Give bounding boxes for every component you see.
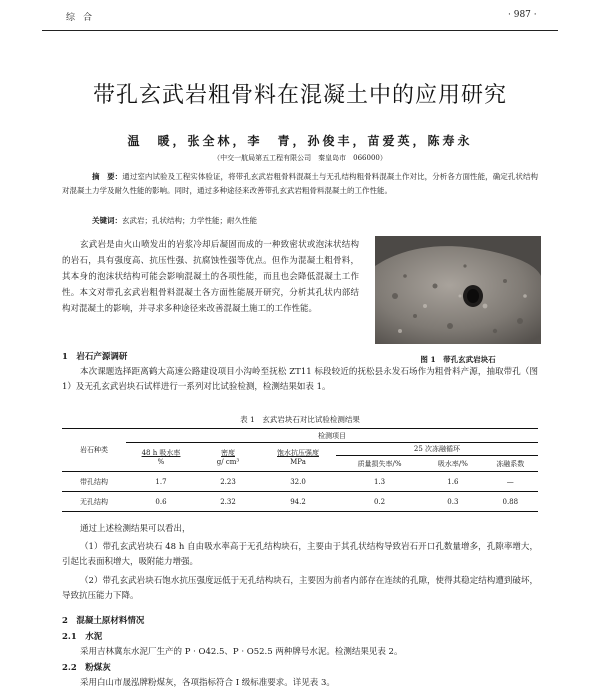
col-density-label: 密度 [221, 449, 235, 457]
table-cell: 1.7 [155, 477, 167, 486]
affiliation: （中交一航局第五工程有限公司 秦皇岛市 066000） [213, 154, 387, 162]
col-water [126, 443, 196, 472]
abstract-label: 摘 要： [92, 172, 123, 181]
keywords-label: 关键词： [92, 216, 122, 225]
freeze-header: 25 次冻融循环 [336, 443, 538, 456]
keywords [62, 215, 538, 226]
finding-1: （1）带孔玄武岩块石 48 h 自由吸水率高于无孔结构块石，主要由于其孔状结构导致岩石开口孔数量增多，孔隙率增大，引起比表面积增大，吸附能力增强。 [62, 542, 538, 567]
col-absorb: 吸水率/% [437, 459, 468, 468]
keywords-text: 玄武岩；孔状结构；力学性能；耐久性能 [122, 216, 257, 225]
table-cell: 94.2 [290, 497, 306, 506]
section-2-2-text: 采用白山市晟泓牌粉煤灰，各项指标符合 I 级标准要求。详见表 3。 [80, 678, 335, 688]
section-2-1-heading: 2.1 水泥 [62, 632, 103, 642]
table-cell: 0.2 [374, 497, 386, 506]
section-2-heading: 2 混凝土原材料情况 [62, 616, 145, 626]
header-rule [42, 30, 558, 31]
col-mass-loss: 质量损失率/% [357, 459, 402, 468]
intro-paragraph: 玄武岩是由火山喷发出的岩浆冷却后凝固而成的一种致密状或泡沫状结构的岩石，具有强度高、抗压性强、抗腐蚀性强等优点。但作为混凝土粗骨料，其本身的泡沫状结构可能会影响混凝土的各项性能，而且也会降低混凝土工作性。本文对带孔玄武岩粗骨料混凝土各方面性能展开研究，分析其孔状内部结构对混凝土的影响，并寻求多种途径来改善混凝土施工的工作性能。 [62, 240, 359, 314]
section-1-heading: 1 岩石产源调研 [62, 352, 128, 362]
table-row-2-name: 无孔结构 [80, 497, 108, 506]
page-number: · 987 · [508, 10, 537, 20]
section-2-2-heading: 2.2 粉煤灰 [62, 663, 111, 673]
abstract [62, 170, 538, 198]
col-water-label: 48 h 吸水率 [141, 449, 181, 457]
figure-caption: 图 1 带孔玄武岩块石 [420, 355, 496, 364]
finding-2: （2）带孔玄武岩块石饱水抗压强度远低于无孔结构块石，主要因为前者内部存在连续的孔隙，使得其稳定结构遭到破坏，导致抗压能力下降。 [62, 576, 538, 601]
col-density-unit: g/ cm³ [216, 458, 240, 466]
results-table [62, 428, 538, 512]
group-header: 检测项目 [126, 429, 538, 443]
col-strength-unit: MPa [290, 458, 306, 466]
author-list: 温 暖，张全林，李 青，孙俊丰，苗爱英，陈寿永 [127, 134, 473, 148]
paper-title: 带孔玄武岩粗骨料在混凝土中的应用研究 [92, 83, 507, 108]
basalt-photo [375, 236, 541, 344]
table-caption: 表 1 玄武岩块石对比试验检测结果 [240, 415, 360, 424]
table-row-1-name: 带孔结构 [80, 477, 108, 486]
abstract-text: 通过室内试验及工程实体验证，将带孔玄武岩粗骨料混凝土与无孔结构粗骨料混凝土作对比，分析各方面性能，确定孔状结构对混凝土力学及耐久性能的影响。同时，通过多种途径来改善带孔玄武岩粗骨料混凝土的工作性能。 [62, 172, 539, 195]
section-2-1-text: 采用吉林冀东水泥厂生产的 P · O42.5、P · O52.5 两种牌号水泥。检测结果见表 2。 [80, 647, 403, 657]
col-strength [260, 443, 336, 472]
table-cell: — [506, 477, 514, 486]
table-cell: 0.88 [502, 497, 519, 506]
table-cell: 1.3 [374, 477, 386, 486]
section-1-text: 本次课题选择距离鹤大高速公路建设项目小沟岭至抚松 ZT11 标段较近的抚松县永发石场作为粗骨料产源，抽取带孔（图 1）及无孔玄武岩块石试样进行一系列对比试验检测，检测结果如表 1。 [62, 367, 538, 392]
table-cell: 2.32 [220, 497, 236, 506]
col-strength-label: 饱水抗压强度 [277, 449, 319, 457]
running-header-section: 综合 [66, 13, 101, 23]
col-water-unit: % [157, 458, 165, 466]
basalt-rock-image [375, 236, 541, 344]
col-coef: 冻融系数 [496, 459, 525, 468]
row-header: 岩石种类 [62, 429, 126, 472]
findings-lead: 通过上述检测结果可以看出， [80, 524, 191, 534]
table-cell: 32.0 [290, 477, 306, 486]
col-density [196, 443, 260, 472]
table-cell: 1.6 [447, 477, 459, 486]
table-cell: 0.3 [447, 497, 459, 506]
table-cell: 2.23 [220, 477, 236, 486]
table-cell: 0.6 [155, 497, 167, 506]
